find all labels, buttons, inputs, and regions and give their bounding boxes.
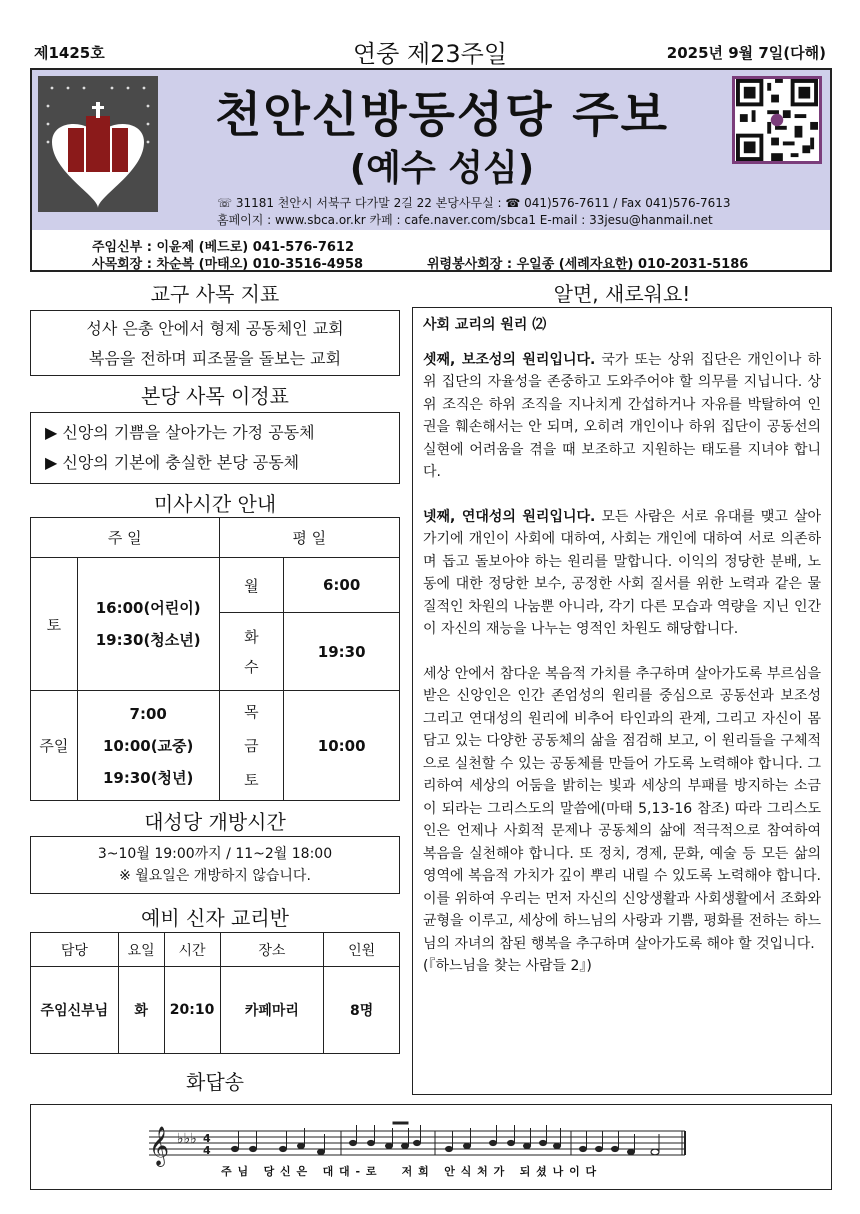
music-staff-icon bbox=[31, 1111, 831, 1171]
catechism-header: 요일 bbox=[118, 933, 164, 967]
catechism-cell: 주임신부님 bbox=[31, 967, 119, 1054]
web-contact-line[interactable]: 홈페이지 : www.sbca.or.kr 카페 : cafe.naver.com/sbca1 E-mail : 33jesu@hanmail.net bbox=[217, 213, 713, 227]
article-paragraph-3 bbox=[423, 663, 821, 978]
diocese-goal-2: 복음을 전하며 피조물을 돌보는 교회 bbox=[88, 349, 342, 368]
pastor-info: 주임신부 : 이윤제 (베드로) 041-576-7612 bbox=[92, 240, 355, 255]
parish-milestone-2: ▶ 신앙의 기본에 충실한 본당 공동체 bbox=[45, 453, 300, 472]
open-hours-title: 대성당 개방시간 bbox=[144, 810, 286, 834]
sunday-times bbox=[77, 691, 219, 801]
catechism-table bbox=[30, 932, 400, 1054]
council-president-info: 사목회장 : 차순복 (마태오) 010-3516-4958 bbox=[92, 257, 364, 272]
paragraph-2-lead: 넷째, 연대성의 원리입니다. bbox=[423, 508, 596, 525]
address-line: ☏ 31181 천안시 서북구 다가말 2길 22 본당사무실 : ☎ 041)576-7611 / Fax 041)576-7613 bbox=[217, 196, 731, 210]
saturday-time-1: 16:00(어린이) bbox=[95, 599, 201, 617]
svg-text:♭♭♭: ♭♭♭ bbox=[177, 1131, 197, 1147]
article-source: (『하느님을 찾는 사람들 2』) bbox=[423, 958, 592, 974]
article-paragraph-2 bbox=[423, 506, 821, 641]
thu-fri-sat-label bbox=[219, 691, 284, 801]
sunday-time-2: 10:00(교중) bbox=[102, 736, 194, 755]
monday-label: 월 bbox=[219, 558, 284, 613]
catechism-cell: 화 bbox=[118, 967, 164, 1054]
paragraph-3-body: 세상 안에서 참다운 복음적 가치를 추구하며 살아가도록 부르심을 받은 신앙인은 인간 존엄성의 원리를 중심으로 공동선과 보조성 그리고 연대성의 원리에 비추어 타인과의 관계, 그리고 자신이 몸담고 있는 다양한 공동체의 삶을 점검해 보고, 이 원리들을 구체적으로 실천할 수 있는 공동체를 만들어 가도록 노력해야 합니다. 그리하여 세상의 어둠을 밝히는 빛과 세상의 부패를 방지하는 소금이 되라는 그리스도의 말씀에(마태 5,13-16 참조) 따라 그리스도인은 언제나 사회적 문제나 공동체의 삶에 적극적으로 참여하여 복음을 실천해야 합니다. 또 정치, 경제, 문화, 예술 등 모든 삶의 영역에 복음적 가치가 깊이 뿌리 내릴 수 있도록 노력해야 합니다. 이를 위하여 우리는 먼저 자신의 신앙생활과 사회생활에서 조화와 균형을 이루고, 세상에 하느님의 사랑과 기쁨, 평화를 전하는 하느님의 자녀의 참된 행복을 추구하며 살아가도록 해야 할 것입니다. bbox=[423, 665, 821, 952]
psalm-lyrics: 주 님 당 신 은 대 대 - 로 저 희 안 식 처 가 되 셨 나 이 다 bbox=[221, 1165, 598, 1178]
parish-milestones-box bbox=[30, 412, 400, 484]
header-sunday: 주 일 bbox=[31, 518, 220, 558]
header-weekday: 평 일 bbox=[219, 518, 399, 558]
catechism-header: 시간 bbox=[164, 933, 220, 967]
catechism-header: 담당 bbox=[31, 933, 119, 967]
monday-time: 6:00 bbox=[284, 558, 400, 613]
tue-wed-time: 19:30 bbox=[284, 613, 400, 691]
parish-milestone-1: ▶ 신앙의 기쁨을 살아가는 가정 공동체 bbox=[45, 423, 315, 442]
saturday-times bbox=[77, 558, 219, 691]
open-hours-box bbox=[30, 836, 400, 894]
catechism-cell: 카페마리 bbox=[220, 967, 324, 1054]
thu-fri-sat-time: 10:00 bbox=[284, 691, 400, 801]
open-hours-line-1: 3~10월 19:00까지 / 11~2월 18:00 bbox=[97, 846, 333, 862]
diocese-goals-title: 교구 사목 지표 bbox=[150, 282, 280, 306]
issue-date: 2025년 9월 7일(다해) bbox=[666, 44, 826, 62]
catechism-title: 예비 신자 교리반 bbox=[141, 906, 289, 930]
qr-code-icon[interactable] bbox=[732, 76, 822, 164]
mass-times-title: 미사시간 안내 bbox=[153, 492, 277, 516]
diocese-goals-box bbox=[30, 310, 400, 376]
bulletin-subtitle: (예수 성심) bbox=[349, 148, 535, 189]
thursday-label: 목 bbox=[244, 702, 259, 721]
svg-text:𝄞: 𝄞 bbox=[149, 1126, 170, 1166]
sunday-time-3: 19:30(청년) bbox=[102, 768, 194, 787]
friday-label: 금 bbox=[244, 736, 259, 755]
paragraph-2-body: 모든 사람은 서로 유대를 맺고 살아가기에 개인이 사회에 대하여, 사회는 개인에 대하여 서로 의존하며 돕고 돌보아야 하는 원리를 말합니다. 이익의 정당한 분배, 노동에 대한 정당한 보수, 공정한 사회 질서를 위한 노력과 같은 물질적인 차원의 나눔뿐 아니라, 각기 다른 모습과 역량을 지닌 인간이 자신의 재능을 나누는 영적인 차원도 해당합니다. bbox=[423, 508, 821, 637]
committee-president-info: 위령봉사회장 : 우일종 (세례자요한) 010-2031-5186 bbox=[427, 257, 749, 272]
open-hours-line-2: ※ 월요일은 개방하지 않습니다. bbox=[119, 868, 311, 884]
paragraph-1-lead: 셋째, 보조성의 원리입니다. bbox=[423, 351, 596, 368]
article-title: 알면, 새로워요! bbox=[553, 282, 691, 306]
svg-text:4: 4 bbox=[203, 1132, 211, 1145]
parish-milestones-title: 본당 사목 이정표 bbox=[141, 384, 289, 408]
church-logo bbox=[38, 76, 158, 212]
bulletin-title: 천안신방동성당 주보 bbox=[214, 87, 670, 143]
issue-number: 제1425호 bbox=[34, 44, 105, 62]
catechism-header: 장소 bbox=[220, 933, 324, 967]
table-row bbox=[31, 967, 400, 1054]
saturday-label: 토 bbox=[31, 558, 78, 691]
saturday-time-2: 19:30(청소년) bbox=[95, 631, 201, 649]
wednesday-label: 수 bbox=[244, 657, 259, 676]
catechism-cell: 8명 bbox=[324, 967, 400, 1054]
article-box bbox=[412, 307, 832, 1095]
catechism-cell: 20:10 bbox=[164, 967, 220, 1054]
svg-text:4: 4 bbox=[203, 1144, 211, 1157]
bulletin-header bbox=[30, 68, 832, 272]
article-subtitle: 사회 교리의 원리 ⑵ bbox=[423, 317, 547, 333]
paragraph-1-body: 국가 또는 상위 집단은 개인이나 하위 집단의 자율성을 존중하고 도와주어야 할 의무를 지닙니다. 상위 조직은 하위 조직을 지나치게 간섭하거나 자유를 박탈하여 인권을 훼손해서는 안 되며, 오히려 개인이나 하위 집단이 공동선의 실현에 어려움을 겪을 때 보조하고 지원하는 태도를 지녀야 합니다. bbox=[423, 351, 821, 480]
top-bar bbox=[30, 34, 830, 68]
mass-times-table bbox=[30, 517, 400, 801]
liturgical-season: 연중 제23주일 bbox=[352, 40, 508, 68]
sunday-label: 주일 bbox=[31, 691, 78, 801]
article-paragraph-1 bbox=[423, 349, 821, 484]
responsorial-psalm-title: 화답송 bbox=[186, 1070, 244, 1094]
tue-wed-label bbox=[219, 613, 284, 691]
catechism-header: 인원 bbox=[324, 933, 400, 967]
tuesday-label: 화 bbox=[244, 627, 259, 646]
church-logo-icon bbox=[38, 76, 158, 212]
saturday-weekday-label: 토 bbox=[244, 770, 259, 789]
sunday-time-1: 7:00 bbox=[129, 704, 167, 723]
music-score bbox=[30, 1104, 832, 1190]
diocese-goal-1: 성사 은총 안에서 형제 공동체인 교회 bbox=[86, 319, 344, 338]
